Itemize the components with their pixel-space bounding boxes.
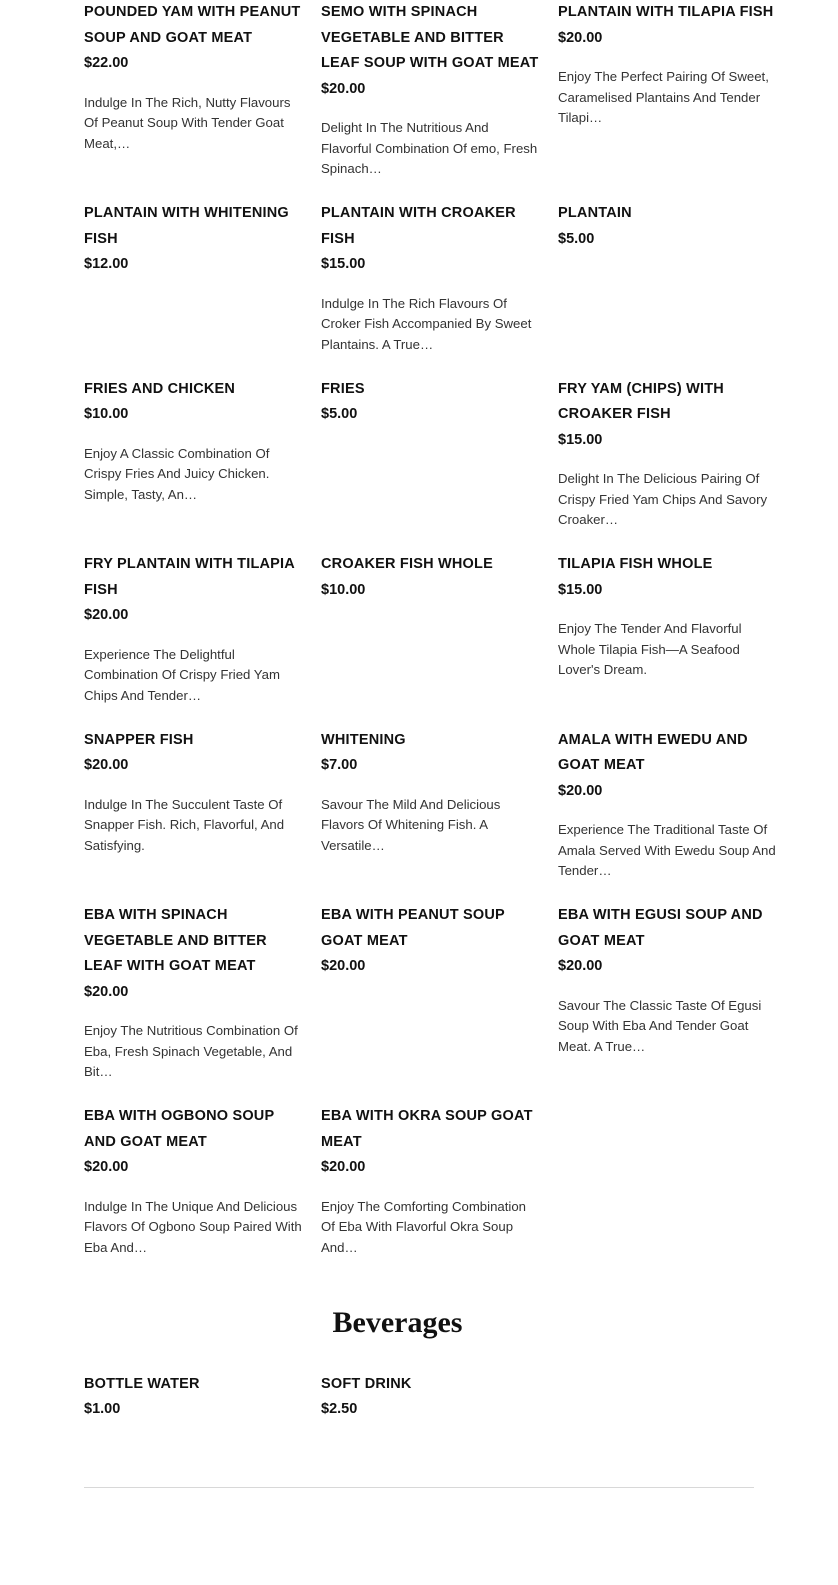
item-price: $15.00 bbox=[321, 256, 366, 272]
menu-row bbox=[0, 0, 838, 179]
menu-row bbox=[0, 728, 838, 882]
row-spacer bbox=[0, 706, 838, 728]
menu-row bbox=[0, 903, 838, 1082]
item-description: Savour The Mild And Delicious Flavors Of Whitening Fish. A Versatile… bbox=[321, 796, 501, 853]
item-price: $10.00 bbox=[84, 406, 129, 422]
menu-item[interactable] bbox=[558, 201, 795, 355]
menu-row bbox=[0, 377, 838, 531]
menu-item[interactable] bbox=[558, 552, 795, 706]
item-price: $20.00 bbox=[558, 958, 603, 974]
row-spacer bbox=[0, 881, 838, 903]
menu-row bbox=[0, 1372, 838, 1423]
item-price: $7.00 bbox=[321, 757, 358, 773]
item-description: Indulge In The Rich Flavours Of Croker Fish Accompanied By Sweet Plantains. A True… bbox=[321, 295, 532, 352]
item-description: Delight In The Delicious Pairing Of Crispy Fried Yam Chips And Savory Croaker… bbox=[558, 471, 768, 527]
item-price: $5.00 bbox=[558, 230, 595, 247]
item-price: $20.00 bbox=[321, 80, 366, 97]
item-name: FRY YAM (CHIPS) WITH CROAKER FISH bbox=[558, 380, 724, 422]
item-name: SNAPPER FISH bbox=[84, 731, 194, 748]
item-description: Enjoy The Perfect Pairing Of Sweet, Caramelised Plantains And Tender Tilapi… bbox=[558, 69, 769, 125]
item-name: EBA WITH SPINACH VEGETABLE AND BITTER LEAF WITH GOAT MEAT bbox=[84, 907, 267, 974]
item-price: $20.00 bbox=[84, 607, 129, 623]
item-description: Savour The Classic Taste Of Egusi Soup With Eba And Tender Goat Meat. A True… bbox=[558, 997, 762, 1054]
menu-item[interactable] bbox=[84, 903, 321, 1082]
menu-item[interactable] bbox=[558, 377, 795, 531]
item-price: $20.00 bbox=[84, 1159, 129, 1175]
menu-item[interactable] bbox=[84, 377, 321, 531]
menu-item[interactable] bbox=[558, 903, 795, 1082]
item-description: Enjoy A Classic Combination Of Crispy Fries And Juicy Chicken. Simple, Tasty, An… bbox=[84, 445, 270, 502]
item-price: $20.00 bbox=[558, 29, 603, 46]
item-name: PLANTAIN WITH CROAKER FISH bbox=[321, 205, 516, 247]
item-name: PLANTAIN bbox=[558, 205, 632, 221]
item-price: $5.00 bbox=[321, 406, 358, 422]
menu-item-empty bbox=[558, 1104, 795, 1258]
item-description: Indulge In The Unique And Delicious Flavors Of Ogbono Soup Paired With Eba And… bbox=[84, 1198, 302, 1255]
menu-item[interactable] bbox=[321, 552, 558, 706]
item-name: POUNDED YAM WITH PEANUT SOUP AND GOAT MEAT bbox=[84, 4, 301, 46]
item-price: $2.50 bbox=[321, 1401, 358, 1417]
item-price: $20.00 bbox=[321, 1159, 366, 1175]
item-price: $22.00 bbox=[84, 55, 129, 71]
item-name: WHITENING bbox=[321, 731, 406, 748]
page-bottom-spacer bbox=[0, 1423, 838, 1487]
item-price: $20.00 bbox=[84, 757, 129, 773]
row-spacer bbox=[0, 530, 838, 552]
item-price: $1.00 bbox=[84, 1401, 121, 1417]
item-price: $20.00 bbox=[84, 983, 129, 1000]
item-name: TILAPIA FISH WHOLE bbox=[558, 556, 713, 572]
item-price: $10.00 bbox=[321, 581, 366, 598]
item-name: FRIES bbox=[321, 380, 365, 397]
menu-item[interactable] bbox=[321, 377, 558, 531]
section-title: Beverages bbox=[332, 1305, 463, 1339]
menu-section-beverages bbox=[0, 1372, 838, 1423]
menu-item[interactable] bbox=[321, 201, 558, 355]
menu-item[interactable] bbox=[84, 1104, 321, 1258]
menu-item[interactable] bbox=[558, 728, 795, 882]
item-name: PLANTAIN WITH WHITENING FISH bbox=[84, 205, 289, 247]
page-bottom-spacer-2 bbox=[0, 1488, 838, 1516]
item-description: Enjoy The Tender And Flavorful Whole Tilapia Fish—A Seafood Lover's Dream. bbox=[558, 621, 742, 677]
menu-item[interactable] bbox=[84, 0, 321, 179]
item-price: $12.00 bbox=[84, 256, 129, 272]
item-description: Enjoy The Nutritious Combination Of Eba, Fresh Spinach Vegetable, And Bit… bbox=[84, 1023, 298, 1079]
menu-item[interactable] bbox=[84, 1372, 321, 1423]
menu-row bbox=[0, 201, 838, 355]
item-description: Indulge In The Succulent Taste Of Snapper Fish. Rich, Flavorful, And Satisfying. bbox=[84, 796, 285, 853]
section-header-beverages bbox=[0, 1258, 711, 1372]
menu-item[interactable] bbox=[321, 728, 558, 882]
item-name: EBA WITH OGBONO SOUP AND GOAT MEAT bbox=[84, 1108, 275, 1150]
item-name: EBA WITH EGUSI SOUP AND GOAT MEAT bbox=[558, 907, 763, 949]
item-description: Enjoy The Comforting Combination Of Eba With Flavorful Okra Soup And… bbox=[321, 1198, 526, 1255]
item-name: EBA WITH PEANUT SOUP GOAT MEAT bbox=[321, 907, 505, 949]
item-description: Delight In The Nutritious And Flavorful Combination Of emo, Fresh Spinach… bbox=[321, 120, 538, 176]
item-name: PLANTAIN WITH TILAPIA FISH bbox=[558, 4, 774, 20]
item-name: EBA WITH OKRA SOUP GOAT MEAT bbox=[321, 1108, 533, 1150]
item-name: BOTTLE WATER bbox=[84, 1375, 200, 1392]
item-name: FRY PLANTAIN WITH TILAPIA FISH bbox=[84, 556, 295, 598]
item-name: CROAKER FISH WHOLE bbox=[321, 556, 493, 572]
item-name: FRIES AND CHICKEN bbox=[84, 380, 236, 397]
menu-item[interactable] bbox=[321, 903, 558, 1082]
menu-item[interactable] bbox=[84, 728, 321, 882]
menu-item[interactable] bbox=[321, 0, 558, 179]
item-name: SEMO WITH SPINACH VEGETABLE AND BITTER LEAF SOUP WITH GOAT MEAT bbox=[321, 4, 539, 71]
row-spacer bbox=[0, 179, 838, 201]
menu-item-empty bbox=[558, 1372, 795, 1423]
row-spacer bbox=[0, 355, 838, 377]
item-name: SOFT DRINK bbox=[321, 1375, 412, 1392]
menu-item[interactable] bbox=[84, 552, 321, 706]
item-description: Experience The Traditional Taste Of Amala Served With Ewedu Soup And Tender… bbox=[558, 822, 776, 878]
item-description: Indulge In The Rich, Nutty Flavours Of Peanut Soup With Tender Goat Meat,… bbox=[84, 94, 291, 151]
item-description: Experience The Delightful Combination Of Crispy Fried Yam Chips And Tender… bbox=[84, 646, 280, 703]
menu-item[interactable] bbox=[321, 1372, 558, 1423]
menu-item[interactable] bbox=[84, 201, 321, 355]
item-name: AMALA WITH EWEDU AND GOAT MEAT bbox=[558, 731, 748, 773]
menu-item[interactable] bbox=[321, 1104, 558, 1258]
item-price: $20.00 bbox=[321, 958, 366, 974]
item-price: $20.00 bbox=[558, 782, 603, 799]
item-price: $15.00 bbox=[558, 431, 603, 448]
row-spacer bbox=[0, 1082, 838, 1104]
menu-row bbox=[0, 1104, 838, 1258]
item-price: $15.00 bbox=[558, 581, 603, 598]
menu-item[interactable] bbox=[558, 0, 795, 179]
menu-row bbox=[0, 552, 838, 706]
